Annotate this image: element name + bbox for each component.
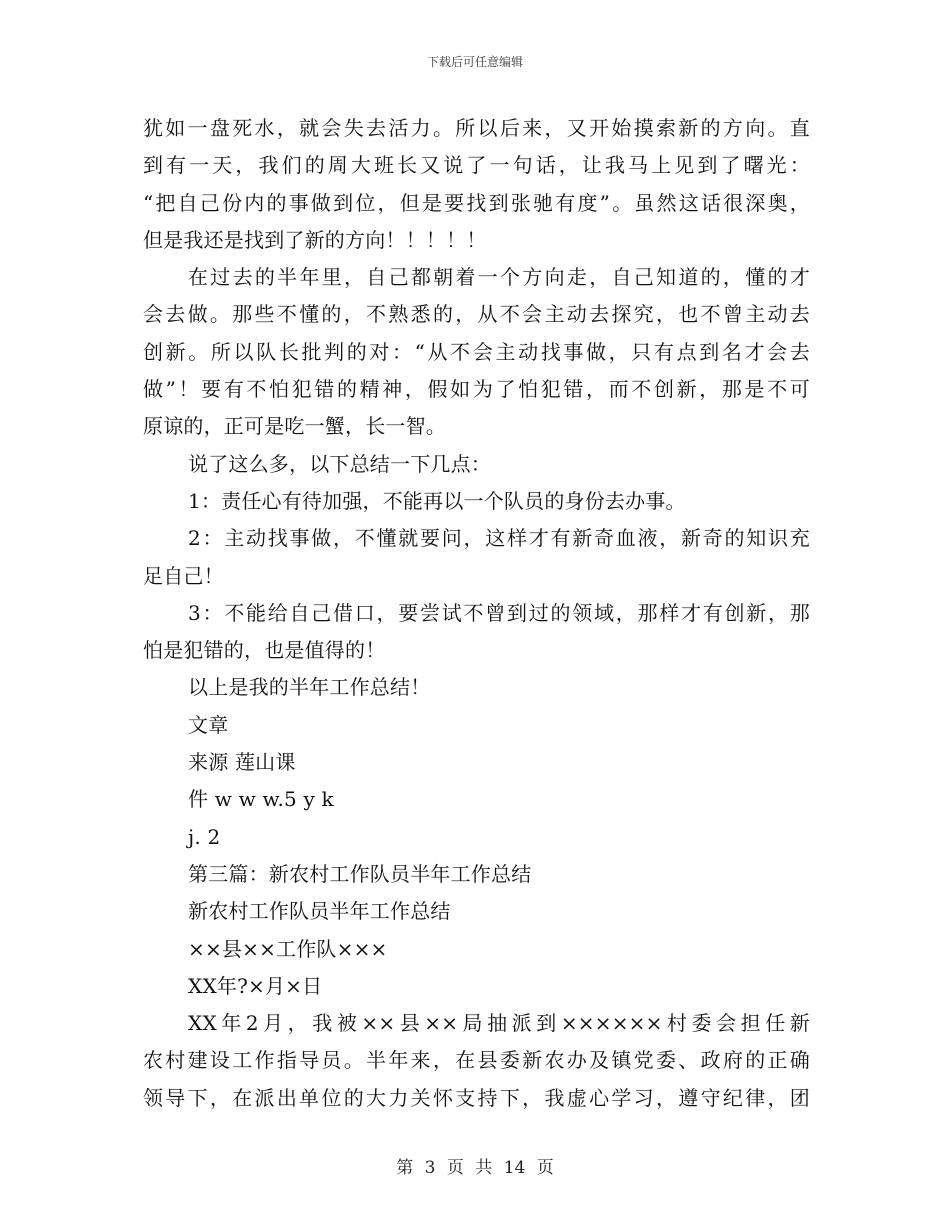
list-item-line: 怕是犯错的，也是值得的！ [143, 638, 386, 663]
page-number-footer: 第 3 页 共 14 页 [396, 1158, 554, 1178]
paragraph-line: 农村建设工作指导员。半年来，在县委新农办及镇党委、政府的正确 [143, 1048, 810, 1073]
paragraph-line: 文章 [188, 712, 229, 737]
paragraph-line: 领导下，在派出单位的大力关怀支持下，我虚心学习，遵守纪律，团 [143, 1085, 810, 1110]
paragraph-line: 原谅的，正可是吃一蟹，长一智。 [143, 414, 446, 439]
report-date: XX年?×月×日 [188, 973, 323, 998]
document-body [143, 110, 810, 1117]
page-header-note: 下载后可任意编辑 [426, 55, 523, 69]
list-item-line: 3：不能给自己借口，要尝试不曾到过的领域，那样才有创新，那 [188, 600, 810, 625]
paragraph-line: 件 w w w.5 y k [188, 787, 334, 812]
paragraph-line: 以上是我的半年工作总结！ [188, 675, 431, 700]
paragraph-line: 但是我还是找到了新的方向！！！！！ [143, 227, 487, 252]
paragraph-line: “把自己份内的事做到位，但是要找到张驰有度”。虽然这话很深奥， [143, 190, 810, 215]
paragraph-line: 犹如一盘死水，就会失去活力。所以后来，又开始摸索新的方向。直 [143, 116, 810, 140]
paragraph-line: 做”！要有不怕犯错的精神，假如为了怕犯错，而不创新，那是不可 [143, 377, 810, 402]
paragraph-line: XX年2月，我被××县××局抽派到××××××村委会担任新 [188, 1011, 810, 1036]
paragraph-line: 会去做。那些不懂的，不熟悉的，从不会主动去探究，也不曾主动去 [143, 302, 810, 327]
paragraph-line: 来源 莲山课 [188, 750, 296, 775]
paragraph-line: 说了这么多，以下总结一下几点： [188, 451, 491, 476]
list-item-line: 足自己！ [143, 563, 224, 588]
paragraph-line: j. 2 [188, 824, 221, 849]
report-author: ××县××工作队××× [188, 936, 388, 961]
list-item-line: 2：主动找事做，不懂就要问，这样才有新奇血液，新奇的知识充 [188, 526, 810, 551]
paragraph-line: 创新。所以队长批判的对：“从不会主动找事做，只有点到名才会去 [143, 339, 810, 364]
report-title: 新农村工作队员半年工作总结 [188, 899, 451, 924]
section-heading: 第三篇：新农村工作队员半年工作总结 [188, 861, 532, 886]
paragraph-line: 在过去的半年里，自己都朝着一个方向走，自己知道的，懂的才 [188, 265, 810, 290]
list-item-line: 1：责任心有待加强，不能再以一个队员的身份去办事。 [188, 488, 686, 513]
paragraph-line: 到有一天，我们的周大班长又说了一句话，让我马上见到了曙光： [143, 153, 810, 178]
